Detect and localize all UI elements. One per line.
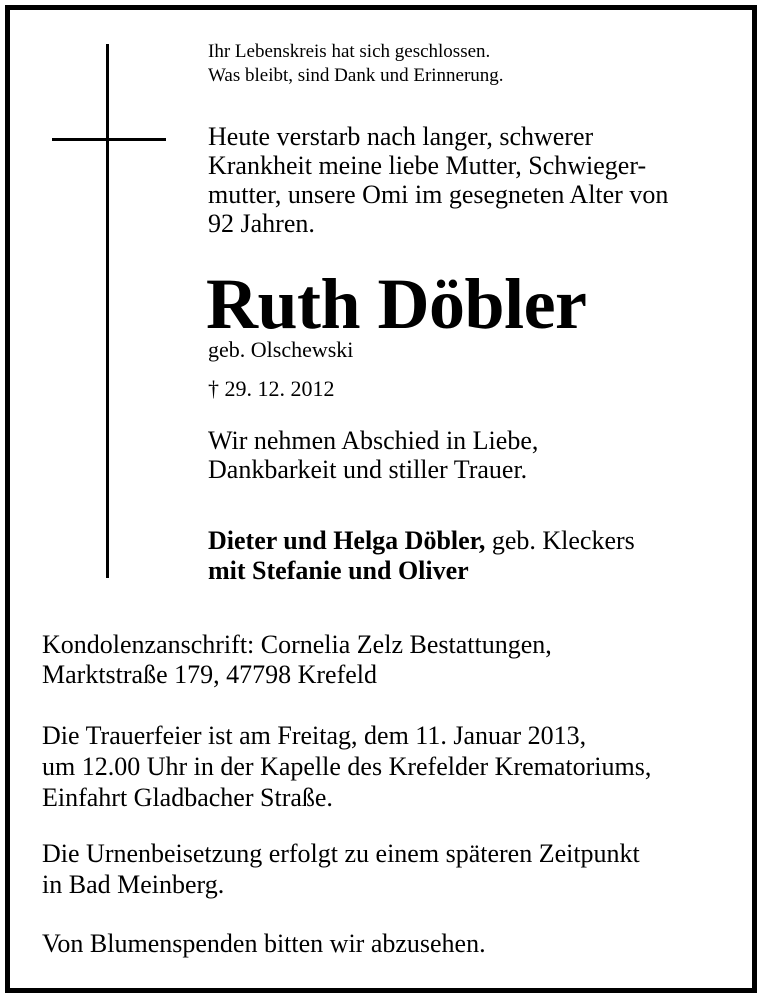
motto bbox=[208, 40, 504, 88]
motto-line: Was bleibt, sind Dank und Erinnerung. bbox=[208, 65, 504, 86]
death-date: † 29. 12. 2012 bbox=[208, 376, 335, 401]
urn-line: Die Urnenbeisetzung erfolgt zu einem späteren Zeitpunkt bbox=[42, 839, 640, 868]
condolence-line: Marktstraße 179, 47798 Krefeld bbox=[42, 660, 378, 689]
urn-line: in Bad Meinberg. bbox=[42, 870, 225, 899]
mourners-names: Dieter und Helga Döbler, bbox=[208, 526, 486, 555]
urn-burial-info bbox=[42, 838, 640, 900]
announcement-line: Heute verstarb nach langer, schwerer bbox=[208, 122, 594, 151]
cross-icon-horizontal-bar bbox=[52, 138, 166, 141]
service-line: um 12.00 Uhr in der Kapelle des Krefelder Krematoriums, bbox=[42, 752, 652, 781]
motto-line: Ihr Lebenskreis hat sich geschlossen. bbox=[208, 41, 491, 62]
mourners-line-1 bbox=[208, 526, 635, 556]
announcement-line: 92 Jahren. bbox=[208, 209, 315, 238]
farewell-line: Dankbarkeit und stiller Trauer. bbox=[208, 455, 528, 484]
maiden-name: geb. Olschewski bbox=[208, 337, 354, 362]
mourners bbox=[208, 526, 635, 586]
flower-donation-note: Von Blumenspenden bitten wir abzusehen. bbox=[42, 929, 486, 958]
condolence-line: Kondolenzanschrift: Cornelia Zelz Bestattungen, bbox=[42, 630, 552, 659]
service-line: Einfahrt Gladbacher Straße. bbox=[42, 783, 333, 812]
service-line: Die Trauerfeier ist am Freitag, dem 11. Januar 2013, bbox=[42, 721, 587, 750]
farewell-line: Wir nehmen Abschied in Liebe, bbox=[208, 426, 539, 455]
announcement-line: Krankheit meine liebe Mutter, Schwieger- bbox=[208, 151, 647, 180]
mourners-maiden-name: geb. Kleckers bbox=[485, 526, 635, 555]
cross-icon-vertical-bar bbox=[106, 44, 109, 578]
condolence-address bbox=[42, 630, 552, 690]
funeral-service-info bbox=[42, 720, 651, 813]
farewell-text bbox=[208, 426, 538, 484]
deceased-name: Ruth Döbler bbox=[206, 264, 587, 344]
mourners-line-2: mit Stefanie und Oliver bbox=[208, 556, 469, 585]
death-announcement bbox=[208, 122, 668, 238]
announcement-line: mutter, unsere Omi im gesegneten Alter von bbox=[208, 180, 669, 209]
